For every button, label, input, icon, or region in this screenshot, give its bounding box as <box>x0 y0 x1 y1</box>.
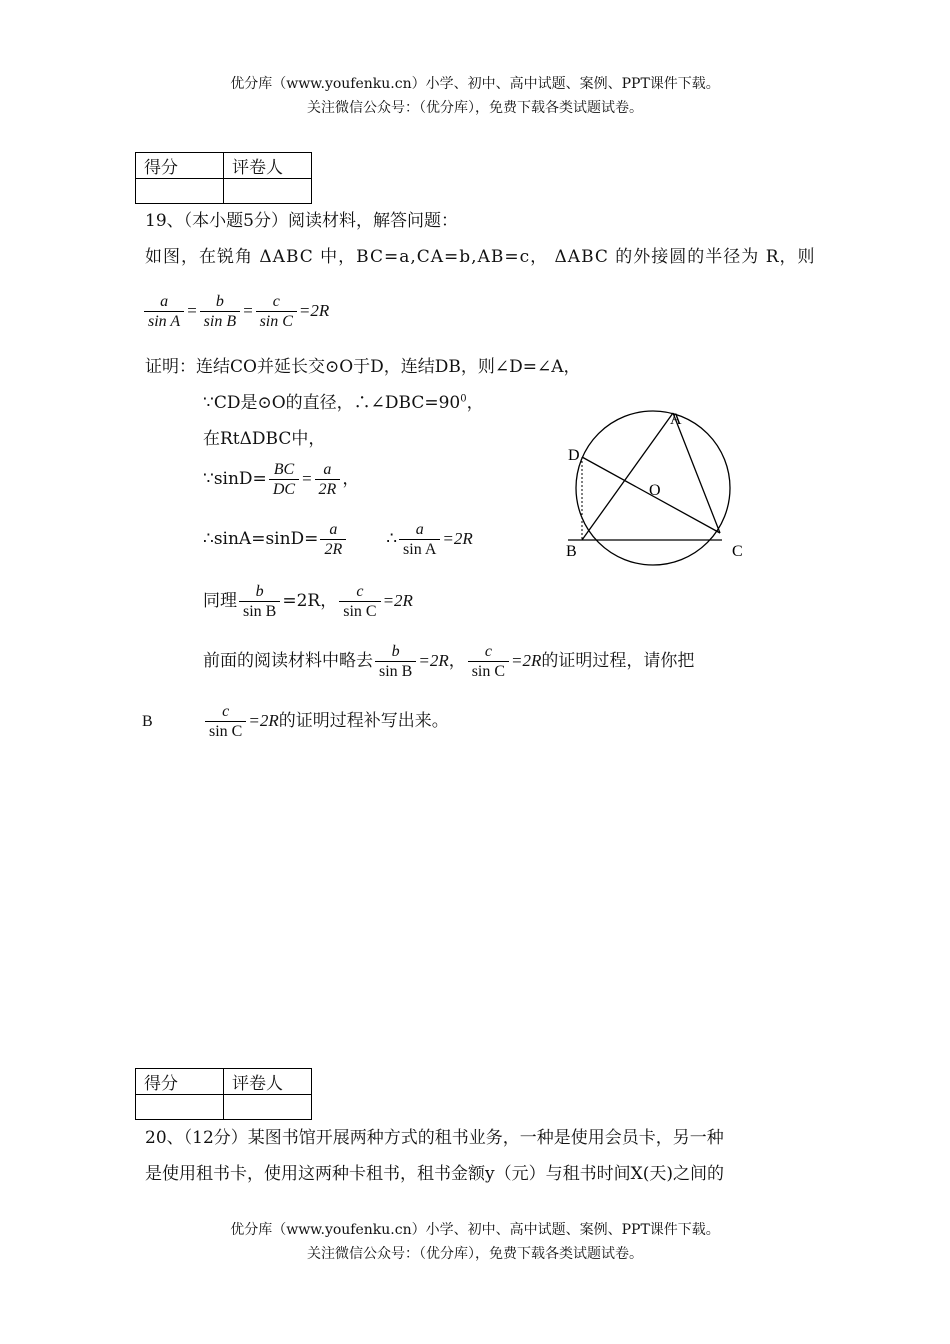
header-line-1: 优分库（www.youfenku.cn）小学、初中、高中试题、案例、PPT课件下载。 <box>230 76 720 92</box>
score-header: 得分 <box>136 1069 224 1095</box>
footer-line-1: 优分库（www.youfenku.cn）小学、初中、高中试题、案例、PPT课件下载。 <box>230 1222 720 1238</box>
side-ac <box>673 413 720 533</box>
q19-title: 19、（本小题5分）阅读材料，解答问题： <box>145 211 458 231</box>
header-line-2: 关注微信公众号：（优分库），免费下载各类试题试卷。 <box>307 100 643 116</box>
task-line-2: $\frac{c}{\text{sin C}}$ =2R的证明过程补写出来。 <box>203 702 449 741</box>
grader-header: 评卷人 <box>224 1069 312 1095</box>
stray-label-b: B <box>142 713 153 730</box>
task-line-1: 前面的阅读材料中略去 $\frac{b}{\text{sin B}}$ =2R， $\frac{c}{\text{sin C}}$ =2R的证明过程，请你把 <box>203 643 695 680</box>
q19-intro: 如图，在锐角 ΔABC 中，BC=a,CA=b,AB=c， ΔABC 的外接圆的半径为 R，则 <box>145 247 816 267</box>
page-header <box>0 72 950 120</box>
frac-a-sinA: $\frac{a}{\text{sin A}}$ <box>144 292 184 331</box>
q20-line-2: 是使用租书卡，使用这两种卡租书，租书金额y（元）与租书时间X(天)之间的 <box>145 1164 724 1184</box>
label-b: B <box>566 543 577 560</box>
frac-b-sinB: $\frac{b}{\text{sin B}}$ <box>200 292 240 331</box>
proof-line-1: 证明：连结CO并延长交⊙O于D，连结DB，则∠D=∠A， <box>145 357 581 377</box>
score-cell <box>136 1095 224 1120</box>
score-cell <box>136 179 224 204</box>
proof-line-3: 在RtΔDBC中， <box>203 429 326 449</box>
page-footer <box>0 1218 950 1266</box>
proof-line-5: ∴sinA=sinD= $\frac{a}{2R}$ ∴ $\frac{a}{\text{sin A}}$ =2R <box>203 521 473 558</box>
proof-line-6: 同理 $\frac{b}{\text{sin B}}$ =2R， $\frac{c}{\text{sin C}}$ =2R <box>203 583 413 620</box>
score-table-1 <box>135 152 312 204</box>
circle-diagram <box>560 405 760 575</box>
score-table-2 <box>135 1068 312 1120</box>
label-o: O <box>649 482 661 499</box>
label-d: D <box>568 447 580 464</box>
grader-cell <box>224 1095 312 1120</box>
proof-line-4: ∵sinD= $\frac{BC}{DC}$ = $\frac{a}{2R}$ ， <box>203 461 360 498</box>
score-header: 得分 <box>136 153 224 179</box>
grader-cell <box>224 179 312 204</box>
frac-c-sinC: $\frac{c}{\text{sin C}}$ <box>256 292 297 331</box>
q19-law-of-sines: $\frac{a}{\text{sin A}}$ = $\frac{b}{\text{sin B}}$ = $\frac{c}{\text{sin C}}$ =2R <box>142 292 329 331</box>
label-c: C <box>732 543 743 560</box>
q20-line-1: 20、（12分）某图书馆开展两种方式的租书业务，一种是使用会员卡，另一种 <box>145 1128 724 1148</box>
side-ab <box>582 413 673 540</box>
footer-line-2: 关注微信公众号：（优分库），免费下载各类试题试卷。 <box>307 1246 643 1262</box>
label-a: A <box>670 411 682 428</box>
grader-header: 评卷人 <box>224 153 312 179</box>
proof-line-2: ∵CD是⊙O的直径，$\therefore\angle DBC=90^0$， <box>203 393 484 413</box>
